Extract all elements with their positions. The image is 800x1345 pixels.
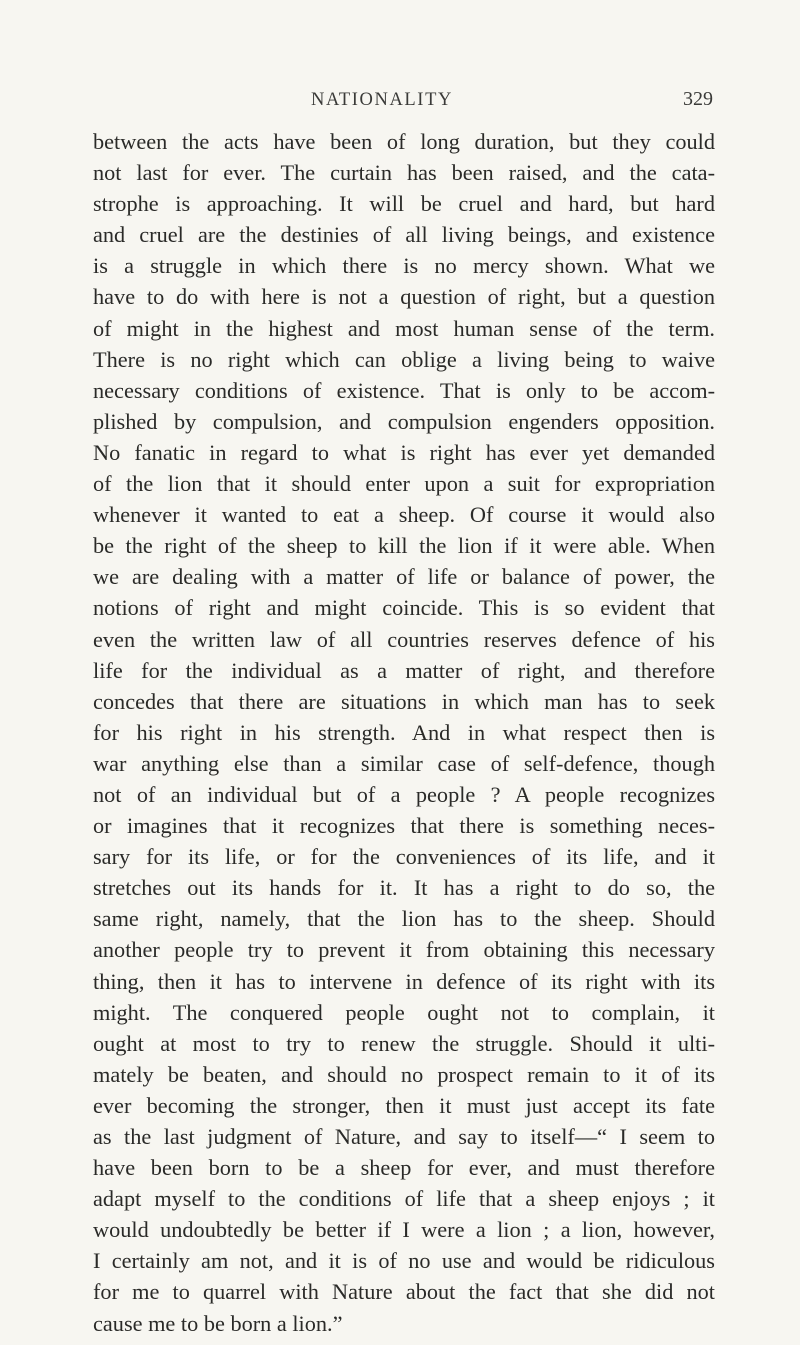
- text-line: we are dealing with a matter of life or balance of power, the: [93, 564, 715, 590]
- text-line: mately be beaten, and should no prospect remain to it of its: [93, 1061, 715, 1087]
- text-line: would undoubtedly be better if I were a lion ; a lion, however,: [93, 1217, 715, 1243]
- text-line: is a struggle in which there is no mercy shown. What we: [93, 253, 715, 279]
- text-line: notions of right and might coincide. This is so evident that: [93, 595, 715, 621]
- text-line: for his right in his strength. And in what respect then is: [93, 719, 715, 745]
- text-line: have been born to be a sheep for ever, and must therefore: [93, 1155, 715, 1181]
- text-line: thing, then it has to intervene in defence of its right with its: [93, 968, 715, 994]
- text-line: as the last judgment of Nature, and say to itself—“ I seem to: [93, 1124, 715, 1149]
- text-line: even the written law of all countries reserves defence of his: [93, 626, 715, 652]
- text-line: No fanatic in regard to what is right has ever yet demanded: [93, 439, 715, 465]
- text-line: strophe is approaching. It will be cruel and hard, but hard: [93, 191, 715, 217]
- text-line: concedes that there are situations in which man has to seek: [93, 688, 715, 714]
- text-line: not last for ever. The curtain has been raised, and the cata-: [93, 160, 715, 186]
- text-line: necessary conditions of existence. That is only to be accom-: [93, 377, 715, 403]
- text-line: war anything else than a similar case of self-defence, though: [93, 750, 715, 776]
- text-line: ought at most to try to renew the struggle. Should it ulti-: [93, 1030, 715, 1056]
- text-line: might. The conquered people ought not to complain, it: [93, 999, 715, 1025]
- text-line: have to do with here is not a question of right, but a question: [93, 284, 715, 310]
- text-line: sary for its life, or for the conveniences of its life, and it: [93, 844, 715, 870]
- text-line: not of an individual but of a people ? A people recognizes: [93, 781, 715, 807]
- body-paragraph: [93, 126, 715, 1339]
- text-line: for me to quarrel with Nature about the fact that she did not: [93, 1279, 715, 1305]
- text-line: I certainly am not, and it is of no use and would be ridiculous: [93, 1248, 715, 1274]
- text-line: ever becoming the stronger, then it must just accept its fate: [93, 1092, 715, 1118]
- text-line: between the acts have been of long duration, but they could: [93, 129, 715, 154]
- text-line: another people try to prevent it from obtaining this necessary: [93, 937, 715, 963]
- text-line: plished by compulsion, and compulsion engenders opposition.: [93, 408, 715, 434]
- running-title: NATIONALITY: [311, 90, 453, 110]
- text-line: same right, namely, that the lion has to the sheep. Should: [93, 906, 715, 932]
- text-line: of might in the highest and most human sense of the term.: [93, 315, 715, 341]
- text-line: or imagines that it recognizes that there is something neces-: [93, 813, 715, 839]
- text-line: and cruel are the destinies of all living beings, and existence: [93, 222, 715, 248]
- text-line: whenever it wanted to eat a sheep. Of course it would also: [93, 502, 715, 528]
- text-line: be the right of the sheep to kill the lion if it were able. When: [93, 533, 715, 559]
- text-line: adapt myself to the conditions of life that a sheep enjoys ; it: [93, 1186, 715, 1212]
- page-number: 329: [683, 88, 713, 110]
- text-line: cause me to be born a lion.”: [93, 1310, 343, 1336]
- text-line: There is no right which can oblige a living being to waive: [93, 346, 715, 372]
- text-line: of the lion that it should enter upon a suit for expropriation: [93, 471, 715, 497]
- text-line: stretches out its hands for it. It has a right to do so, the: [93, 875, 715, 901]
- text-line: life for the individual as a matter of right, and therefore: [93, 657, 715, 683]
